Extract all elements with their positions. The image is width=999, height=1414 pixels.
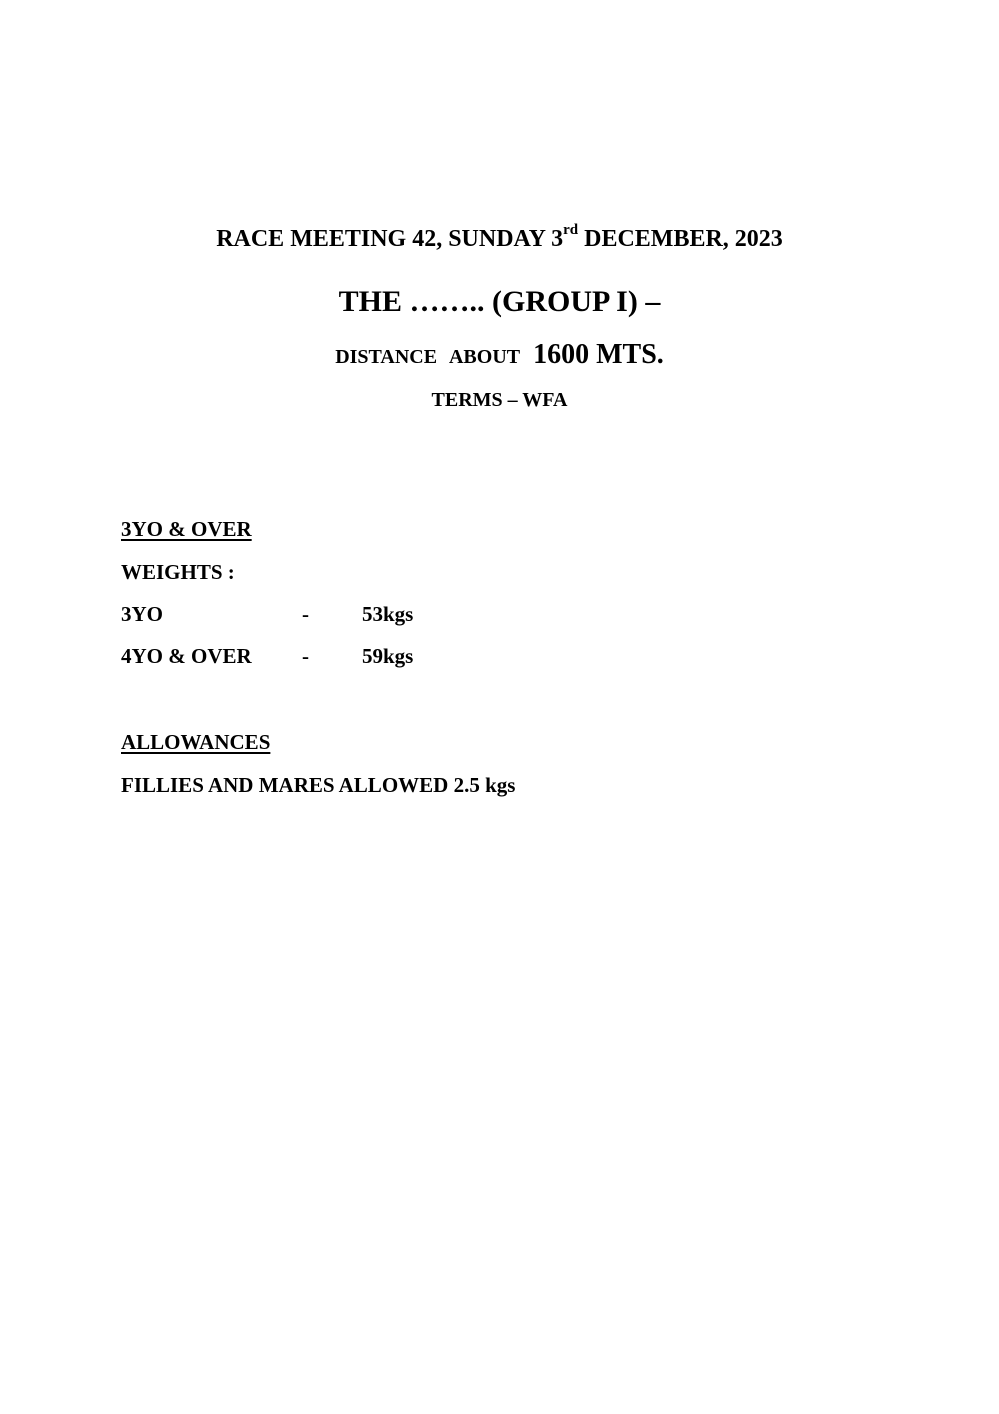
weight-age: 4YO & OVER — [121, 644, 252, 668]
meeting-rest: DECEMBER, 2023 — [578, 226, 783, 252]
weights-heading: WEIGHTS : — [121, 560, 235, 584]
meeting-prefix: RACE MEETING 42, SUNDAY 3 — [216, 226, 564, 252]
weight-age: 3YO — [121, 602, 163, 626]
about-label: ABOUT — [448, 346, 521, 368]
weight-value: 59kgs — [362, 644, 414, 668]
distance-value: 1600 MTS. — [533, 339, 664, 370]
distance-line — [0, 339, 999, 371]
weight-value: 53kgs — [362, 602, 414, 626]
eligibility-heading: 3YO & OVER — [121, 517, 252, 541]
meeting-ordinal-suffix: rd — [563, 222, 579, 238]
allowances-text: FILLIES AND MARES ALLOWED 2.5 kgs — [121, 773, 516, 797]
allowances-heading: ALLOWANCES — [121, 730, 271, 754]
distance-label: DISTANCE — [335, 346, 438, 368]
meeting-heading — [0, 222, 999, 253]
weight-separator: - — [302, 644, 309, 668]
race-title: THE …….. (GROUP I) – — [338, 285, 661, 318]
weight-separator: - — [302, 602, 309, 626]
terms-line: TERMS – WFA — [431, 389, 568, 411]
